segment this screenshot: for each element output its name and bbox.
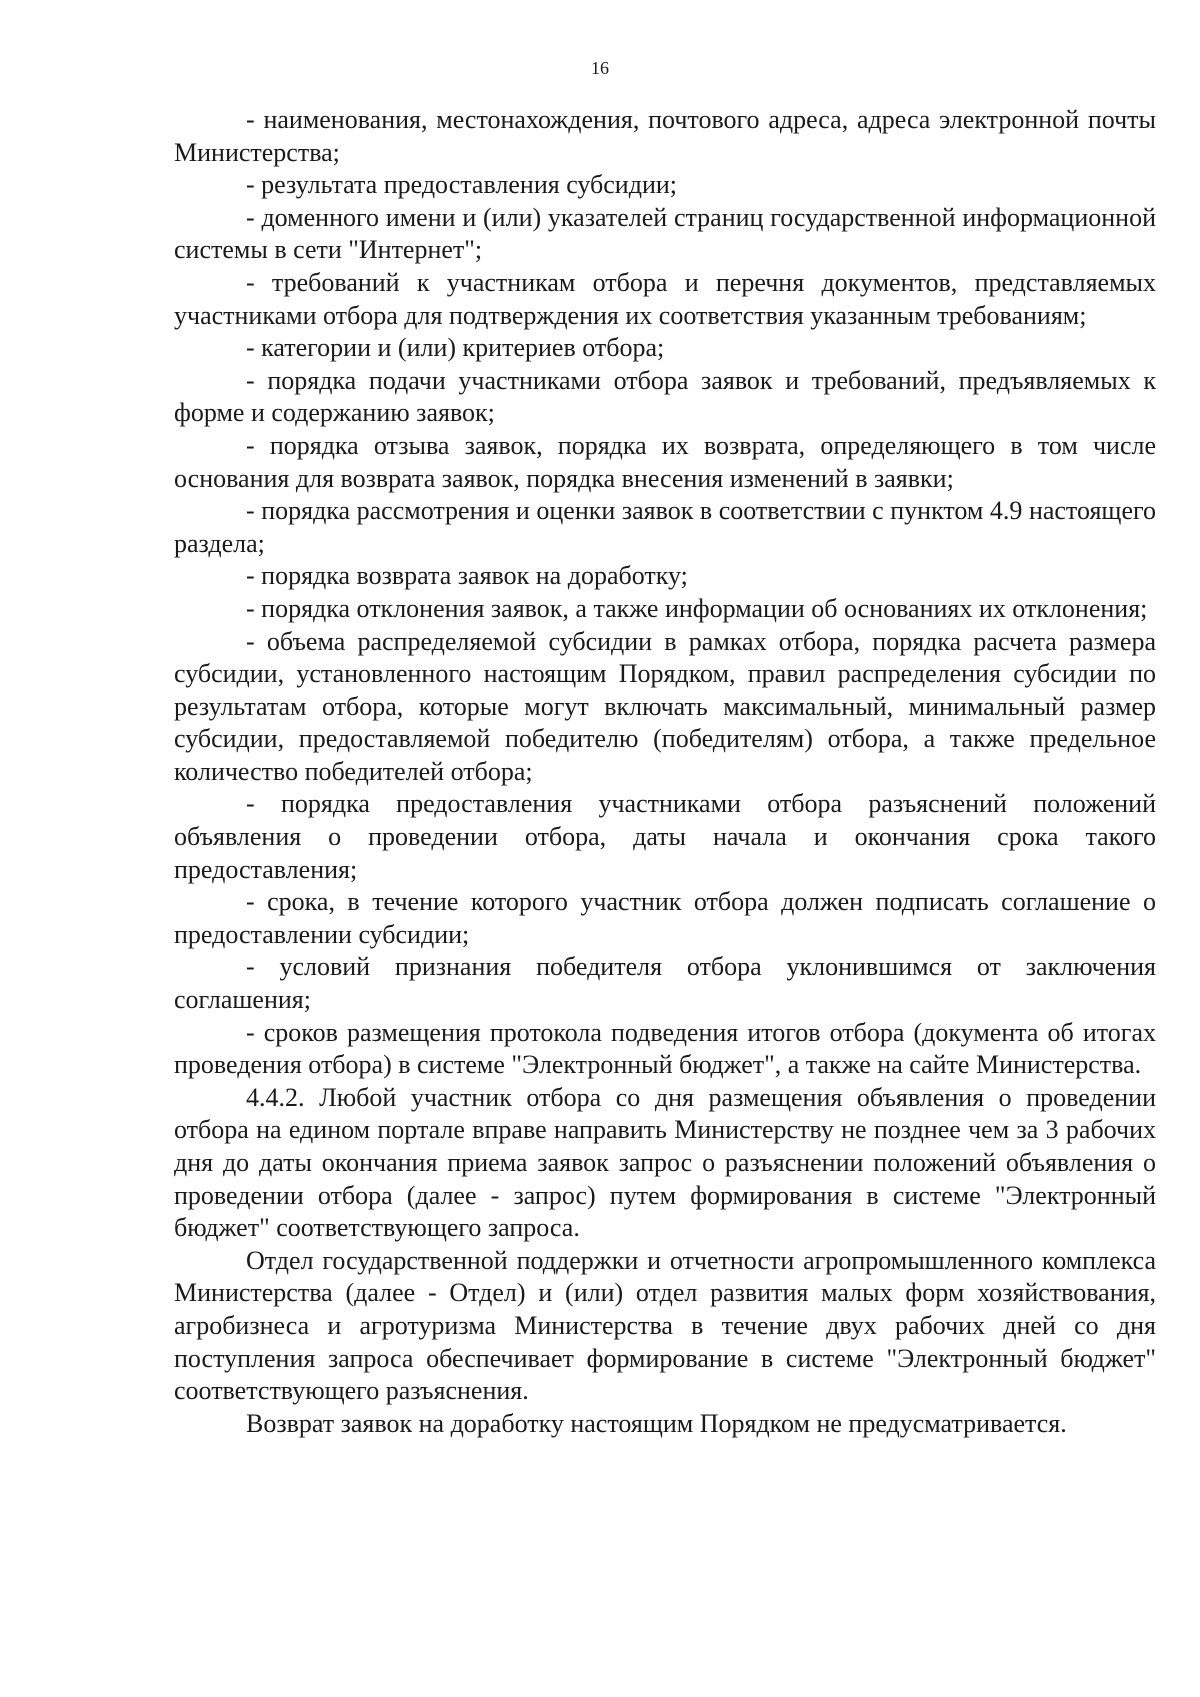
list-item-subsidy-result: - результата предоставления субсидии; [246, 170, 678, 200]
list-item-evasion-conditions: - условий признания победителя отбора уклонившимся от заключения соглашения; [174, 952, 1156, 1015]
paragraph-department: Отдел государственной поддержки и отчетности агропромышленного комплекса Министерства (далее - Отдел) и (или) отдел развития малых форм хозяйствования, агробизнеса и агротуризма Министерства в течение двух рабочих дней со дня поступления запроса обеспечивает формирование в системе "Электронный бюджет" соответствующего разъяснения. [174, 1245, 1156, 1406]
list-item-name-location: - наименования, местонахождения, почтового адреса, адреса электронной почты Министерства; [174, 105, 1156, 167]
list-item-protocol-publication: - сроков размещения протокола подведения итогов отбора (документа об итогах проведения отбора) в системе "Электронный бюджет", а также на сайте Министерства. [174, 1017, 1156, 1080]
paragraph-no-return: Возврат заявок на доработку настоящим Порядком не предусматривается. [246, 1408, 1067, 1438]
list-item-subsidy-distribution: - объема распределяемой субсидии в рамках отбора, порядка расчета размера субсидии, установленного настоящим Порядком, правил распределения субсидии по результатам отбора, которые могут включать максимальный, минимальный размер субсидии, предоставляемой победителю (победителям) отбора, а также предельное количество победителей отбора; [174, 626, 1156, 786]
document-body [174, 104, 1156, 1440]
list-item-application-rejection: - порядка отклонения заявок, а также информации об основаниях их отклонения; [246, 593, 1148, 623]
page-number: 16 [591, 58, 609, 78]
list-item-agreement-deadline: - срока, в течение которого участник отбора должен подписать соглашение о предоставлении субсидии; [174, 887, 1156, 949]
list-item-application-return: - порядка возврата заявок на доработку; [246, 561, 688, 591]
paragraph-4-4-2: 4.4.2. Любой участник отбора со дня размещения объявления о проведении отбора на едином портале вправе направить Министерству не позднее чем за 3 рабочих дня до даты окончания приема заявок запрос о разъяснении положений объявления о проведении отбора (далее - запрос) путем формирования в системе "Электронный бюджет" соответствующего запроса. [174, 1082, 1156, 1243]
list-item-application-withdrawal: - порядка отзыва заявок, порядка их возврата, определяющего в том числе основания для возврата заявок, порядка внесения изменений в заявки; [174, 430, 1156, 493]
list-item-clarifications: - порядка предоставления участниками отбора разъяснений положений объявления о проведении отбора, даты начала и окончания срока такого предоставления; [174, 789, 1156, 884]
list-item-application-review: - порядка рассмотрения и оценки заявок в соответствии с пунктом 4.9 настоящего раздела; [174, 496, 1156, 558]
list-item-application-procedure: - порядка подачи участниками отбора заявок и требований, предъявляемых к форме и содержанию заявок; [174, 365, 1156, 428]
list-item-participant-requirements: - требований к участникам отбора и перечня документов, представляемых участниками отбора для подтверждения их соответствия указанным требованиям; [174, 267, 1156, 330]
list-item-selection-criteria: - категории и (или) критериев отбора; [246, 333, 665, 363]
list-item-domain-name: - доменного имени и (или) указателей страниц государственной информационной системы в сети "Интернет"; [174, 202, 1156, 265]
